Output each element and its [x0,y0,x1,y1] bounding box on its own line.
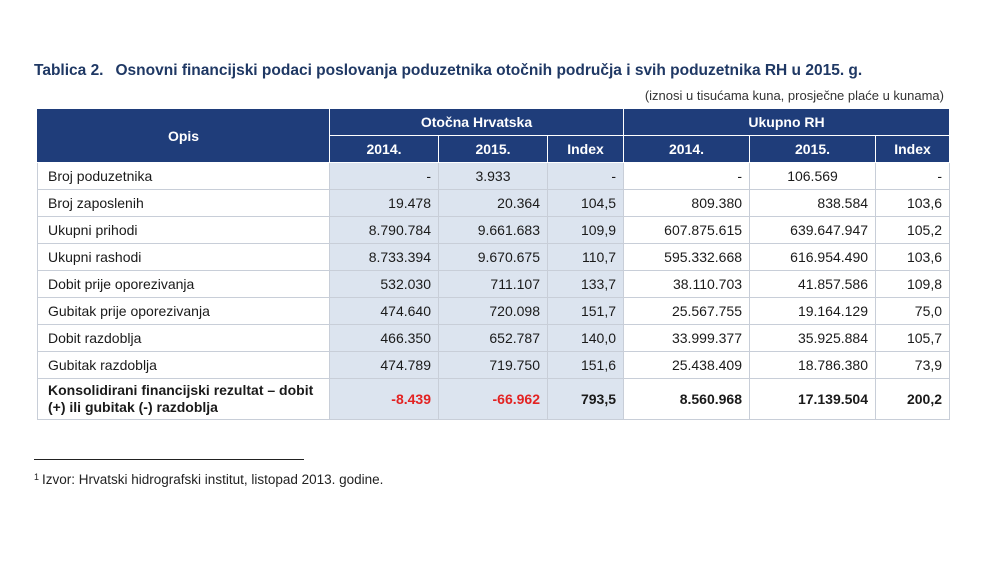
cell-value: 103,6 [876,190,950,217]
row-label: Gubitak prije oporezivanja [38,298,330,325]
cell-value: 532.030 [330,271,439,298]
cell-value: 652.787 [439,325,548,352]
cell-value: 38.110.703 [624,271,750,298]
table-row [38,271,950,298]
cell-value: - [876,163,950,190]
cell-value: 41.857.586 [750,271,876,298]
total-value: 793,5 [548,379,624,420]
row-label: Dobit prije oporezivanja [38,271,330,298]
row-label: Ukupni prihodi [38,217,330,244]
cell-value: 33.999.377 [624,325,750,352]
cell-value: 711.107 [439,271,548,298]
table-row [38,163,950,190]
cell-value: 25.567.755 [624,298,750,325]
cell-value: 109,9 [548,217,624,244]
cell-value: 639.647.947 [750,217,876,244]
cell-value: 104,5 [548,190,624,217]
cell-value: 19.164.129 [750,298,876,325]
cell-value: 151,6 [548,352,624,379]
header-col-index-rh: Index [876,136,950,163]
units-note: (iznosi u tisućama kuna, prosječne plaće u kunama) [644,88,944,103]
header-ukupno-rh: Ukupno RH [624,109,950,136]
cell-value: 110,7 [548,244,624,271]
cell-value: 20.364 [439,190,548,217]
row-label: Gubitak razdoblja [38,352,330,379]
cell-value: 151,7 [548,298,624,325]
cell-value: 616.954.490 [750,244,876,271]
cell-value: - [624,163,750,190]
cell-value: 466.350 [330,325,439,352]
cell-value: 105,7 [876,325,950,352]
footnote-divider [34,459,304,460]
financial-data-table [37,108,950,420]
cell-value: 35.925.884 [750,325,876,352]
cell-value: 719.750 [439,352,548,379]
table-row [38,298,950,325]
row-label: Dobit razdoblja [38,325,330,352]
header-col-2015-rh: 2015. [750,136,876,163]
footnote-text: Izvor: Hrvatski hidrografski institut, listopad 2013. godine. [42,472,384,487]
cell-value: 73,9 [876,352,950,379]
cell-value: 3.933 [439,163,548,190]
header-col-2014-rh: 2014. [624,136,750,163]
cell-value: 109,8 [876,271,950,298]
footnote-mark: 1 [34,472,40,482]
cell-value: 838.584 [750,190,876,217]
table-title-text: Osnovni financijski podaci poslovanja poduzetnika otočnih područja i svih poduzetnika RH u 2015. g. [115,62,863,79]
table-row [38,190,950,217]
table-title [34,62,974,80]
cell-value: 18.786.380 [750,352,876,379]
cell-value: 720.098 [439,298,548,325]
total-value: 8.560.968 [624,379,750,420]
cell-value: 25.438.409 [624,352,750,379]
table-row [38,244,950,271]
total-value: 17.139.504 [750,379,876,420]
table-row [38,217,950,244]
cell-value: - [330,163,439,190]
cell-value: 9.670.675 [439,244,548,271]
row-label: Broj poduzetnika [38,163,330,190]
row-label: Ukupni rashodi [38,244,330,271]
total-value: 200,2 [876,379,950,420]
header-col-2015-otocna: 2015. [439,136,548,163]
header-opis: Opis [38,109,330,163]
total-value-negative: -8.439 [330,379,439,420]
table-row [38,352,950,379]
cell-value: 8.790.784 [330,217,439,244]
cell-value: 474.789 [330,352,439,379]
total-value-negative: -66.962 [439,379,548,420]
cell-value: 809.380 [624,190,750,217]
cell-value: 133,7 [548,271,624,298]
total-row-label: Konsolidirani financijski rezultat – dobit (+) ili gubitak (-) razdoblja [38,379,330,420]
header-row-groups [38,109,950,136]
row-label: Broj zaposlenih [38,190,330,217]
table-row [38,325,950,352]
footnote [34,472,383,487]
table-number: Tablica 2. [34,62,104,79]
header-col-2014-otocna: 2014. [330,136,439,163]
cell-value: 140,0 [548,325,624,352]
header-otocna-hrvatska: Otočna Hrvatska [330,109,624,136]
total-row [38,379,950,420]
cell-value: 105,2 [876,217,950,244]
cell-value: 103,6 [876,244,950,271]
cell-value: - [548,163,624,190]
cell-value: 19.478 [330,190,439,217]
cell-value: 607.875.615 [624,217,750,244]
cell-value: 8.733.394 [330,244,439,271]
cell-value: 75,0 [876,298,950,325]
header-col-index-otocna: Index [548,136,624,163]
cell-value: 9.661.683 [439,217,548,244]
cell-value: 474.640 [330,298,439,325]
cell-value: 595.332.668 [624,244,750,271]
cell-value: 106.569 [750,163,876,190]
